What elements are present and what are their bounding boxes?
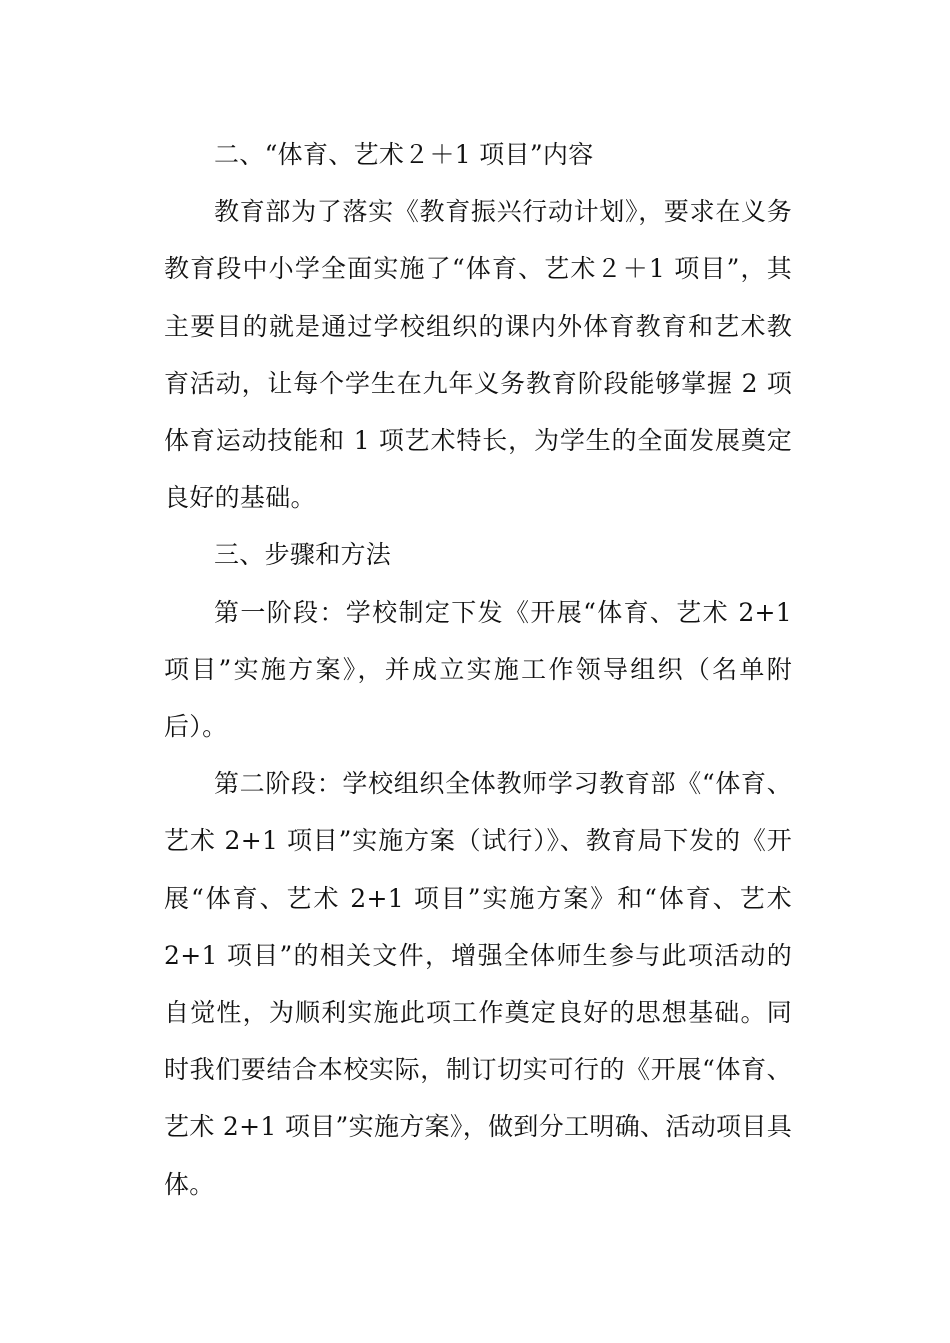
section-heading-steps: 三、步骤和方法 bbox=[214, 540, 392, 570]
section-heading-content: 二、“体育、艺术２＋1 项目”内容 bbox=[214, 140, 594, 169]
paragraph-purpose: 教育部为了落实《教育振兴行动计划》，要求在义务教育段中小学全面实施了“体育、艺术２＋1 项目”，其主要目的就是通过学校组织的课内外体育教育和艺术教育活动，让每个学生在九年义务教育阶段能够掌握 2 项体育运动技能和 1 项艺术特长，为学生的全面发展奠定良好的基础。 bbox=[164, 197, 792, 513]
paragraph-stage-two: 第二阶段：学校组织全体教师学习教育部《“体育、艺术 2+1 项目”实施方案（试行）》、教育局下发的《开展“体育、艺术 2+1 项目”实施方案》和“体育、艺术 2+1 项目”的相关文件，增强全体师生参与此项活动的自觉性，为顺利实施此项工作奠定良好的思想基础。同时我们要结合本校实际，制订切实可行的《开展“体育、艺术 2+1 项目”实施方案》，做到分工明确、活动项目具体。 bbox=[164, 769, 792, 1199]
paragraph-stage-one: 第一阶段：学校制定下发《开展“体育、艺术 2+1 项目”实施方案》，并成立实施工作领导组织（名单附后）。 bbox=[164, 597, 792, 742]
document-body bbox=[164, 126, 792, 1213]
